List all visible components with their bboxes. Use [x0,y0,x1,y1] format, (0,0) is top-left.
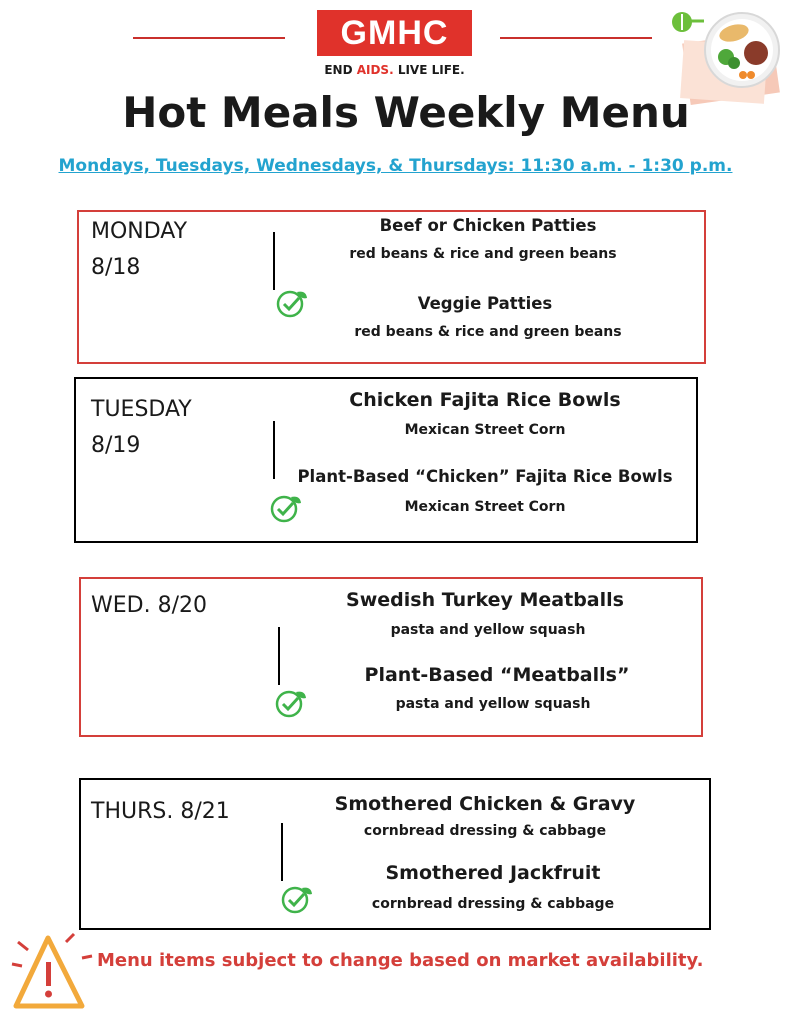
tuesday-main-1: Chicken Fajita Rice Bowls [349,389,621,411]
availability-notice: Menu items subject to change based on market availability. [97,950,704,971]
monday-date: 8/18 [91,255,141,280]
warning-triangle-icon [8,928,98,1018]
header-rule-left [133,37,285,39]
monday-day: MONDAY [91,219,188,244]
monday-label [91,214,187,286]
tuesday-side-2: Mexican Street Corn [404,499,566,515]
monday-divider [273,232,275,290]
header-rule-right [500,37,652,39]
tagline-red: AIDS. [356,63,394,77]
tagline [292,63,497,77]
page-title: Hot Meals Weekly Menu [122,88,690,137]
gmhc-logo [317,10,472,56]
tuesday-day: TUESDAY [91,397,192,422]
monday-main-1: Beef or Chicken Patties [379,216,597,235]
thursday-label: THURS. 8/21 [91,799,230,824]
thursday-main-2: Smothered Jackfruit [385,862,601,884]
tagline-part2: LIVE LIFE. [393,63,465,77]
thursday-side-2: cornbread dressing & cabbage [371,896,615,912]
service-hours: Mondays, Tuesdays, Wednesdays, & Thursdays: 11:30 a.m. - 1:30 p.m. [58,156,733,176]
wednesday-main-1: Swedish Turkey Meatballs [346,589,624,611]
monday-side-1: red beans & rice and green beans [349,246,617,262]
monday-side-2: red beans & rice and green beans [354,324,622,340]
thursday-divider [281,823,283,881]
tuesday-side-1: Mexican Street Corn [404,422,566,438]
tuesday-main-2: Plant-Based “Chicken” Fajita Rice Bowls [297,467,673,486]
wednesday-divider [278,627,280,685]
tagline-part1: END [324,63,357,77]
logo-text: GMHC [340,13,449,52]
wednesday-main-2: Plant-Based “Meatballs” [364,664,630,686]
tuesday-date: 8/19 [91,433,141,458]
tuesday-label [91,392,192,464]
thursday-side-1: cornbread dressing & cabbage [363,823,607,839]
wednesday-side-1: pasta and yellow squash [390,622,586,638]
monday-main-2: Veggie Patties [417,294,553,313]
wednesday-side-2: pasta and yellow squash [395,696,591,712]
wednesday-label: WED. 8/20 [91,593,207,618]
thursday-main-1: Smothered Chicken & Gravy [334,793,636,815]
